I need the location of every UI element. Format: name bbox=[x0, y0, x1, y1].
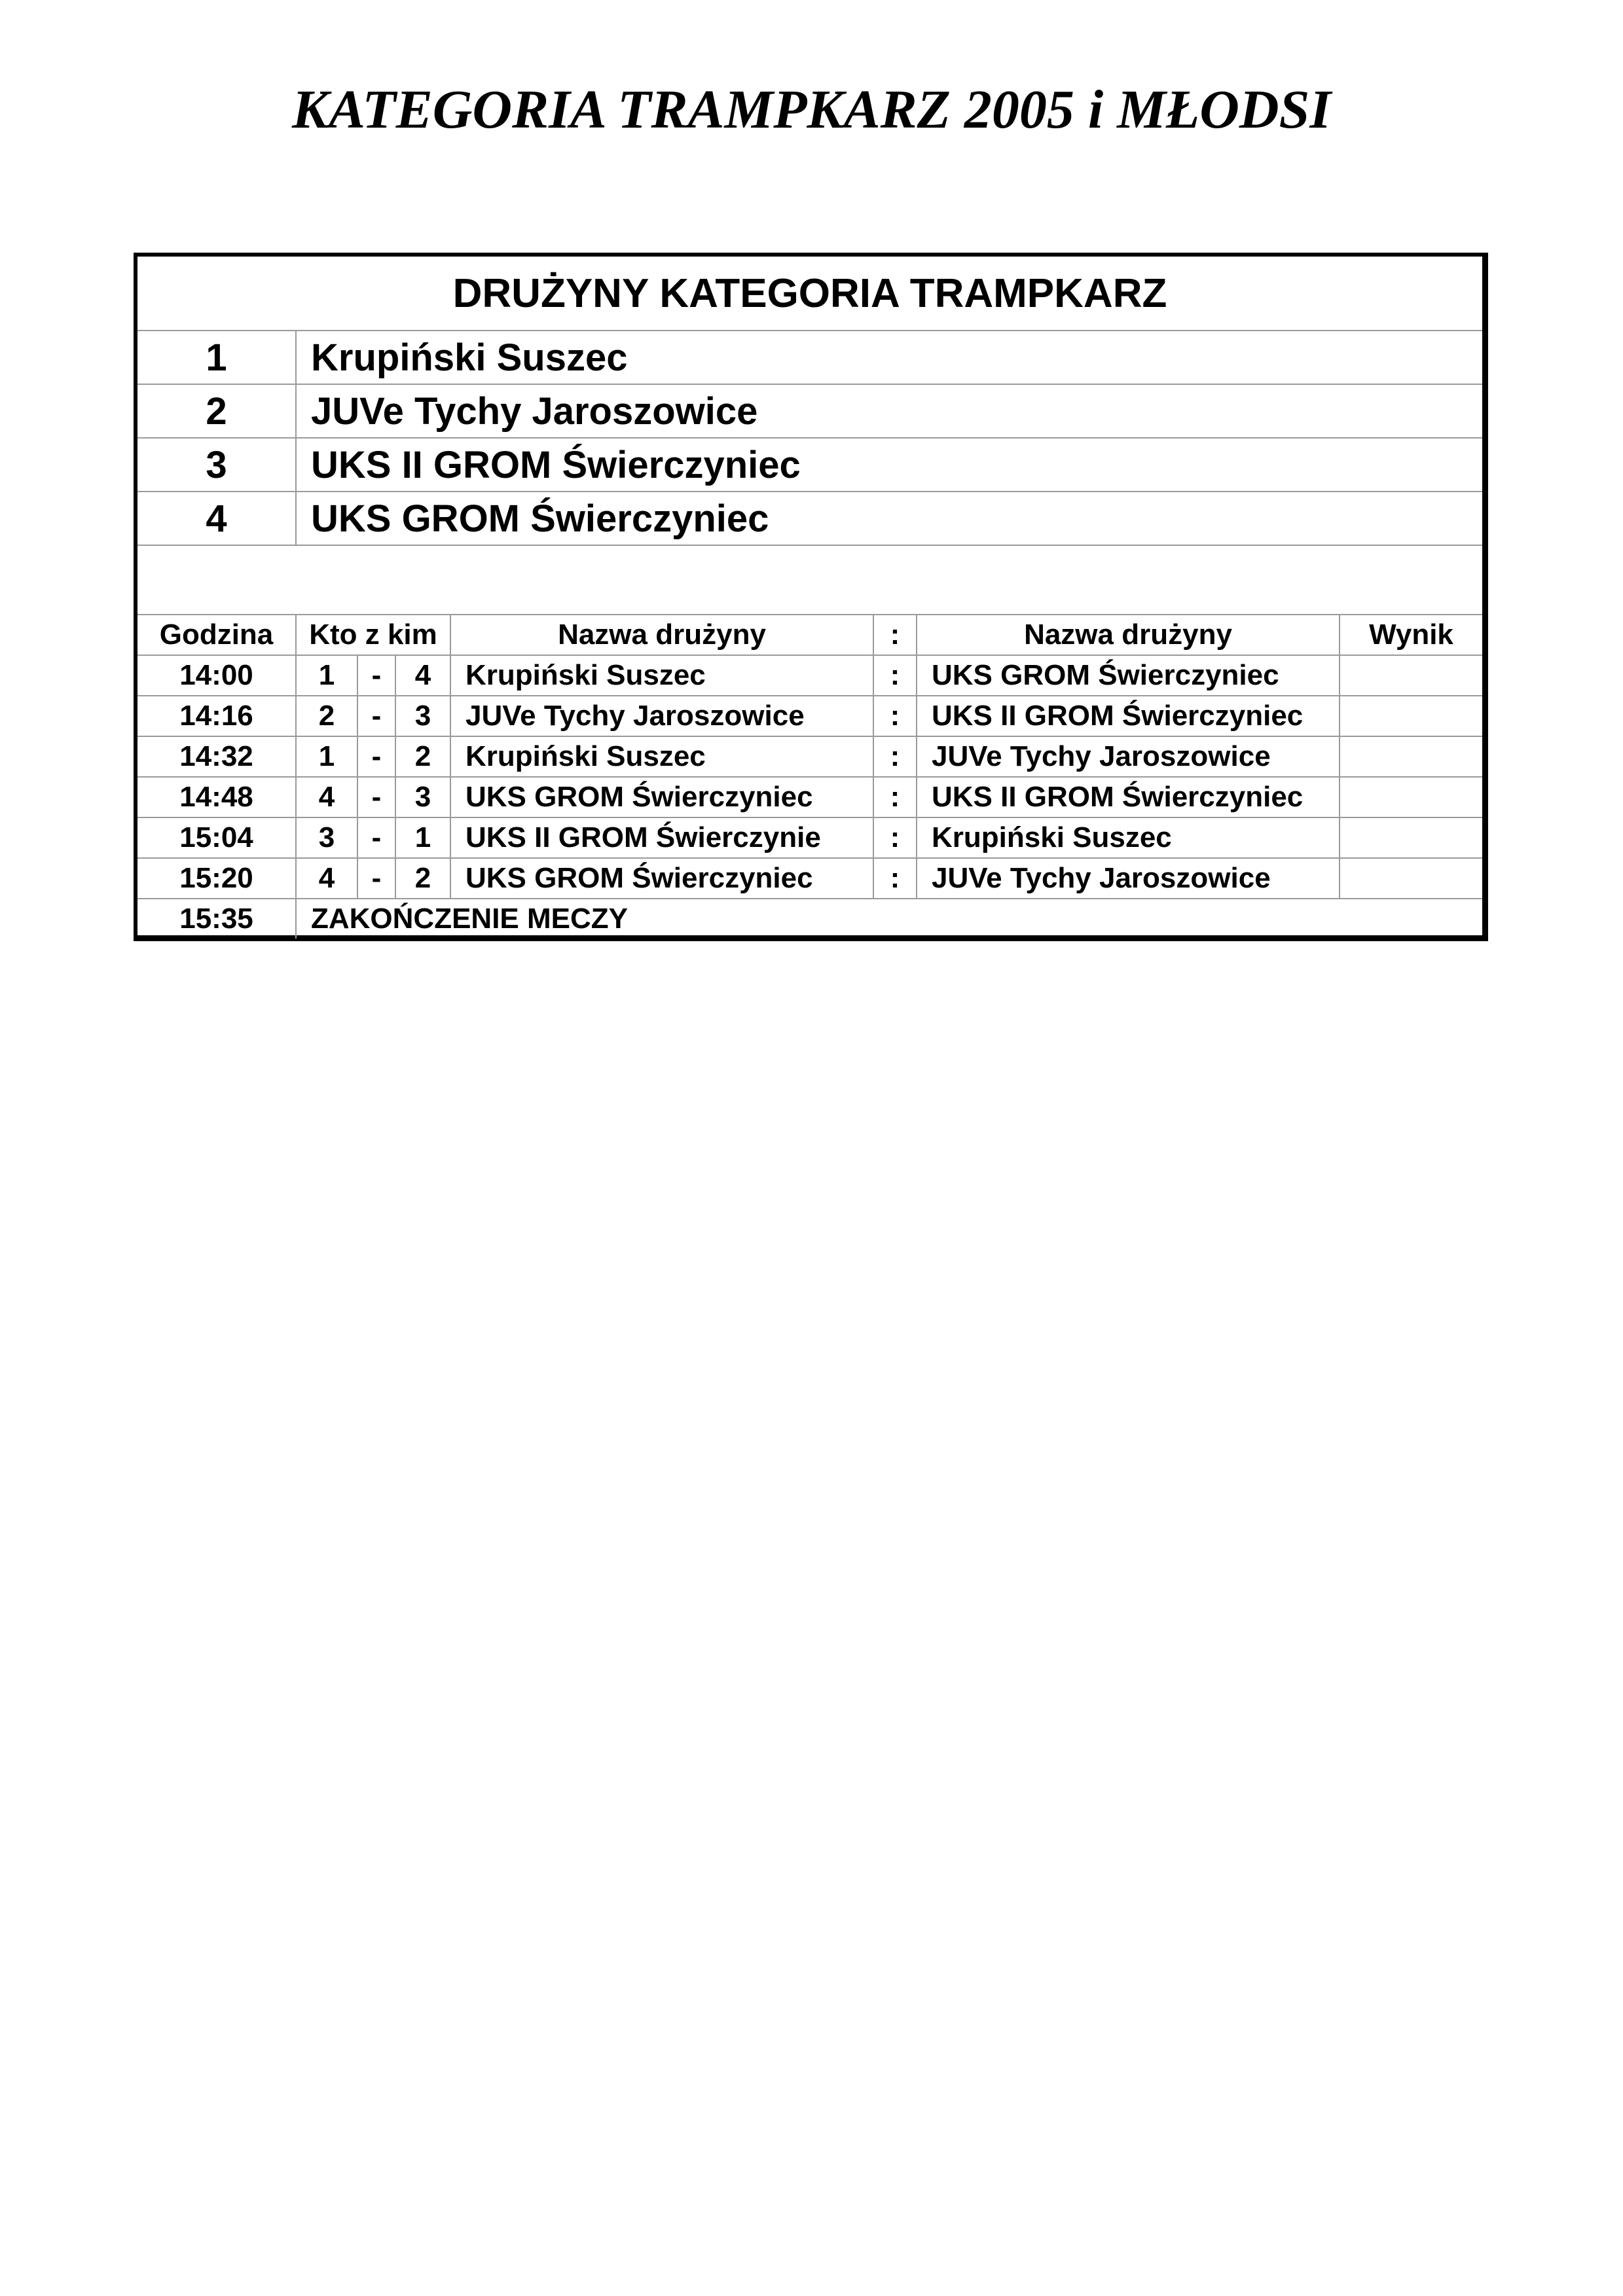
match-time: 14:32 bbox=[137, 736, 296, 777]
match-schedule-table bbox=[137, 615, 1482, 939]
spacer-row bbox=[137, 545, 1482, 615]
match-team-b-name: JUVe Tychy Jaroszowice bbox=[917, 736, 1340, 777]
match-team-a-name: UKS II GROM Świerczynie bbox=[450, 817, 873, 858]
match-separator: : bbox=[873, 655, 917, 696]
who-header: Kto z kim bbox=[296, 615, 450, 655]
match-separator: : bbox=[873, 858, 917, 899]
match-dash: - bbox=[357, 655, 395, 696]
match-dash: - bbox=[357, 736, 395, 777]
match-team-a-number: 4 bbox=[296, 777, 357, 817]
page-title: KATEGORIA TRAMPKARZ 2005 i MŁODSI bbox=[291, 79, 1332, 140]
teams-header: DRUŻYNY KATEGORIA TRAMPKARZ bbox=[137, 257, 1482, 331]
match-team-a-number: 4 bbox=[296, 858, 357, 899]
match-team-b-name: UKS II GROM Świerczyniec bbox=[917, 696, 1340, 736]
end-row bbox=[137, 899, 1482, 939]
match-team-b-name: JUVe Tychy Jaroszowice bbox=[917, 858, 1340, 899]
team-name: JUVe Tychy Jaroszowice bbox=[296, 384, 1482, 438]
team-name: Krupiński Suszec bbox=[296, 331, 1482, 384]
match-separator: : bbox=[873, 777, 917, 817]
match-team-b-number: 1 bbox=[395, 817, 450, 858]
match-time: 14:00 bbox=[137, 655, 296, 696]
result-header: Wynik bbox=[1340, 615, 1482, 655]
match-team-a-number: 3 bbox=[296, 817, 357, 858]
teams-header-row bbox=[137, 257, 1482, 331]
match-row bbox=[137, 817, 1482, 858]
match-time: 15:20 bbox=[137, 858, 296, 899]
team-a-header: Nazwa drużyny bbox=[450, 615, 873, 655]
match-row bbox=[137, 736, 1482, 777]
team-number: 1 bbox=[137, 331, 296, 384]
match-time: 15:04 bbox=[137, 817, 296, 858]
match-team-a-name: UKS GROM Świerczyniec bbox=[450, 858, 873, 899]
separator-header: : bbox=[873, 615, 917, 655]
match-team-a-number: 2 bbox=[296, 696, 357, 736]
match-result bbox=[1340, 777, 1482, 817]
team-row bbox=[137, 438, 1482, 492]
match-row bbox=[137, 655, 1482, 696]
match-result bbox=[1340, 817, 1482, 858]
team-name: UKS GROM Świerczyniec bbox=[296, 492, 1482, 545]
empty-cell bbox=[137, 545, 1482, 615]
match-row bbox=[137, 696, 1482, 736]
match-row bbox=[137, 858, 1482, 899]
end-label: ZAKOŃCZENIE MECZY bbox=[311, 903, 628, 935]
match-result bbox=[1340, 696, 1482, 736]
match-team-a-name: UKS GROM Świerczyniec bbox=[450, 777, 873, 817]
match-team-b-number: 3 bbox=[395, 696, 450, 736]
match-result bbox=[1340, 736, 1482, 777]
teams-table bbox=[137, 257, 1482, 615]
match-team-b-name: UKS GROM Świerczyniec bbox=[917, 655, 1340, 696]
schedule-sheet bbox=[134, 253, 1488, 941]
end-time: 15:35 bbox=[137, 899, 296, 939]
match-row bbox=[137, 777, 1482, 817]
match-dash: - bbox=[357, 858, 395, 899]
match-team-a-name: Krupiński Suszec bbox=[450, 736, 873, 777]
time-header: Godzina bbox=[137, 615, 296, 655]
match-time: 14:48 bbox=[137, 777, 296, 817]
team-name: UKS II GROM Świerczyniec bbox=[296, 438, 1482, 492]
match-team-a-name: JUVe Tychy Jaroszowice bbox=[450, 696, 873, 736]
match-time: 14:16 bbox=[137, 696, 296, 736]
match-team-b-number: 2 bbox=[395, 736, 450, 777]
team-row bbox=[137, 384, 1482, 438]
match-team-b-name: Krupiński Suszec bbox=[917, 817, 1340, 858]
match-separator: : bbox=[873, 817, 917, 858]
match-team-a-number: 1 bbox=[296, 655, 357, 696]
team-number: 2 bbox=[137, 384, 296, 438]
team-row bbox=[137, 492, 1482, 545]
team-row bbox=[137, 331, 1482, 384]
match-team-b-number: 3 bbox=[395, 777, 450, 817]
schedule-header-row bbox=[137, 615, 1482, 655]
match-dash: - bbox=[357, 777, 395, 817]
match-dash: - bbox=[357, 696, 395, 736]
match-result bbox=[1340, 655, 1482, 696]
team-b-header: Nazwa drużyny bbox=[917, 615, 1340, 655]
match-team-b-number: 2 bbox=[395, 858, 450, 899]
match-team-a-number: 1 bbox=[296, 736, 357, 777]
team-number: 3 bbox=[137, 438, 296, 492]
team-number: 4 bbox=[137, 492, 296, 545]
match-team-b-number: 4 bbox=[395, 655, 450, 696]
match-separator: : bbox=[873, 696, 917, 736]
match-team-a-name: Krupiński Suszec bbox=[450, 655, 873, 696]
match-team-b-name: UKS II GROM Świerczyniec bbox=[917, 777, 1340, 817]
match-dash: - bbox=[357, 817, 395, 858]
match-result bbox=[1340, 858, 1482, 899]
match-separator: : bbox=[873, 736, 917, 777]
